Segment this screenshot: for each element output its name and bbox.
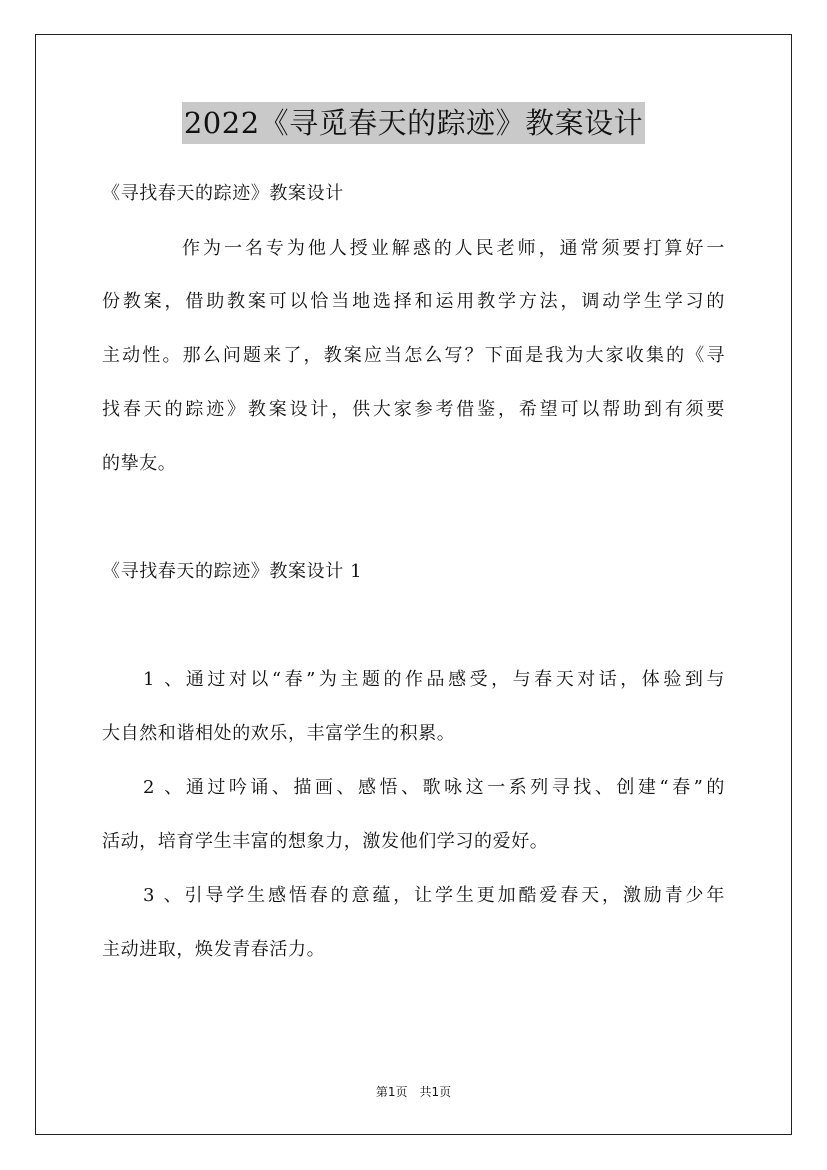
- goal-line: 1 、通过对以“春”为主题的作品感受，与春天对话，体验到与: [143, 669, 725, 690]
- page-footer: 第1页 共1页: [375, 1085, 452, 1099]
- title-container: [0, 102, 827, 144]
- goal-line: 活动，培育学生丰富的想象力，激发他们学习的爱好。: [102, 831, 549, 852]
- intro-line: 作为一名专为他人授业解惑的人民老师，通常须要打算好一: [182, 238, 725, 259]
- section-heading: 《寻找春天的踪迹》教案设计 1: [102, 561, 363, 582]
- intro-line: 的挚友。: [102, 453, 177, 474]
- intro-line: 份教案，借助教案可以恰当地选择和运用教学方法，调动学生学习的: [102, 291, 725, 312]
- goal-line: 3 、引导学生感悟春的意蕴，让学生更加酷爱春天，激励青少年: [143, 885, 725, 906]
- intro-line: 找春天的踪迹》教案设计，供大家参考借鉴，希望可以帮助到有须要: [102, 399, 725, 420]
- document-title: 2022《寻觅春天的踪迹》教案设计: [182, 102, 645, 144]
- goal-line: 主动进取，焕发青春活力。: [102, 939, 326, 960]
- document-subtitle: 《寻找春天的踪迹》教案设计: [102, 183, 344, 204]
- goal-line: 2 、通过吟诵、描画、感悟、歌咏这一系列寻找、创建“春”的: [143, 777, 725, 798]
- intro-line: 主动性。那么问题来了，教案应当怎么写？下面是我为大家收集的《寻: [102, 345, 725, 366]
- goal-line: 大自然和谐相处的欢乐，丰富学生的积累。: [102, 723, 456, 744]
